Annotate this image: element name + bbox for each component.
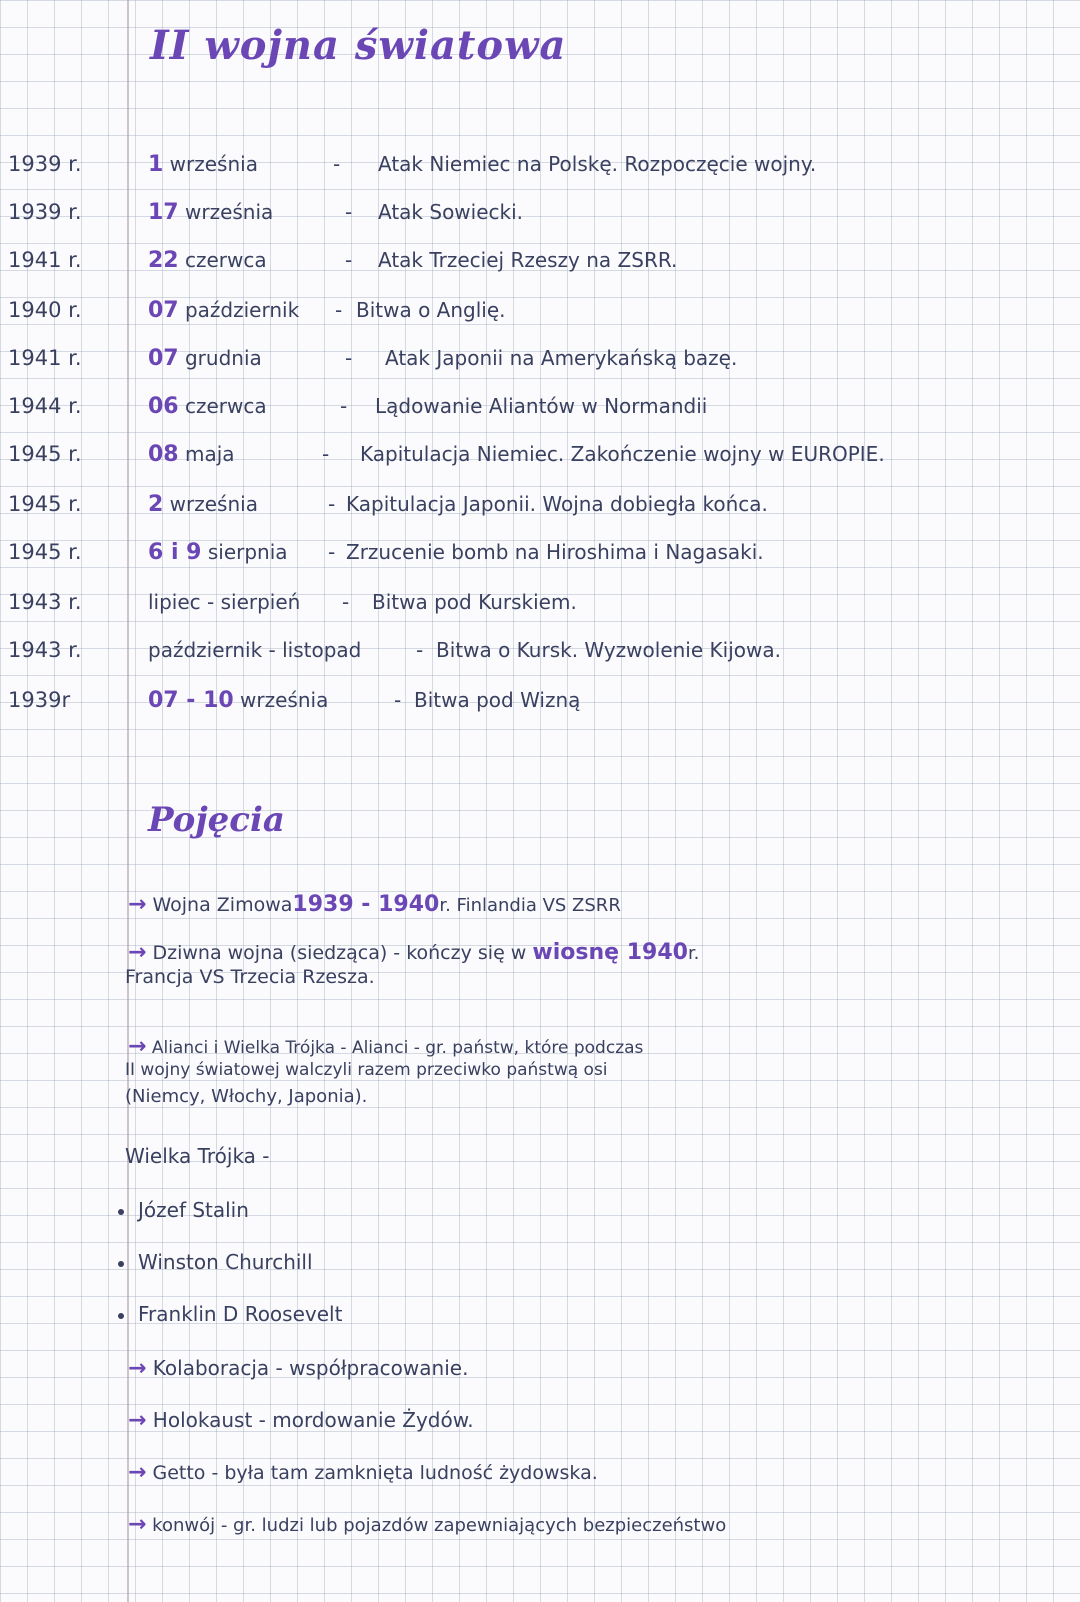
timeline-month: październik - listopad (148, 638, 362, 662)
timeline-month: września (184, 200, 274, 224)
timeline-event: Atak Sowiecki. (378, 200, 524, 224)
term-collaboration (128, 1356, 468, 1381)
term-line: (Niemcy, Włochy, Japonia). (125, 1086, 368, 1107)
timeline-dash: - (333, 152, 341, 176)
timeline-month: sierpnia (207, 540, 288, 564)
term-line: Francja VS Trzecia Rzesza. (125, 966, 375, 988)
timeline-dash: - (322, 442, 330, 466)
section-title-concepts: Pojęcia (148, 800, 285, 840)
timeline-row (0, 588, 1080, 622)
timeline-day: 6 i 9 (148, 540, 202, 565)
timeline-dash: - (345, 200, 353, 224)
timeline-date (148, 152, 258, 177)
timeline-month: września (169, 492, 258, 516)
arrow-icon: → (128, 1408, 147, 1433)
bullet-icon (118, 1209, 124, 1215)
timeline-year: 1941 r. (8, 248, 82, 272)
timeline-event: Lądowanie Aliantów w Normandii (375, 394, 708, 418)
timeline-year: 1940 r. (8, 298, 82, 322)
timeline-row (0, 150, 1080, 184)
term-label: Alianci i Wielka Trójka - Alianci - gr. państw, które podczas (151, 1038, 644, 1058)
list-item (118, 1302, 342, 1326)
timeline-date (148, 248, 267, 273)
timeline-month: czerwca (184, 248, 267, 272)
timeline-day: 06 (148, 394, 179, 419)
list-item (118, 1250, 313, 1274)
term-allies (128, 1034, 643, 1059)
timeline-row (0, 538, 1080, 572)
list-item (118, 1198, 249, 1222)
timeline-day: 17 (148, 200, 179, 225)
term-label: konwój - gr. ludzi lub pojazdów zapewniających bezpieczeństwo (152, 1515, 727, 1536)
timeline-event: Atak Niemiec na Polskę. Rozpoczęcie wojny. (378, 152, 817, 176)
timeline-event: Atak Japonii na Amerykańską bazę. (385, 346, 738, 370)
timeline-row (0, 246, 1080, 280)
term-label: Getto - była tam zamknięta ludność żydowska. (152, 1462, 598, 1484)
timeline-dash: - (345, 346, 353, 370)
term-phoney-war (128, 940, 699, 965)
term-suffix: r. (687, 943, 700, 964)
timeline-day: 22 (148, 248, 179, 273)
page-title: II wojna światowa (150, 22, 567, 69)
timeline-date (148, 442, 235, 467)
timeline-date (148, 590, 300, 614)
timeline-event: Kapitulacja Japonii. Wojna dobiegła końca. (346, 492, 768, 516)
arrow-icon: → (128, 892, 147, 917)
timeline-month: września (240, 688, 329, 712)
term-suffix: r. Finlandia VS ZSRR (439, 895, 621, 916)
term-label: Dziwna wojna (siedząca) - kończy się w (152, 942, 527, 964)
timeline-row (0, 296, 1080, 330)
timeline-year: 1945 r. (8, 442, 82, 466)
timeline-date (148, 298, 299, 323)
timeline-date (148, 492, 258, 517)
timeline-day: 1 (148, 152, 164, 177)
timeline-day: 2 (148, 492, 164, 517)
timeline-year: 1939 r. (8, 152, 82, 176)
timeline-day: 07 (148, 346, 179, 371)
timeline-row (0, 636, 1080, 670)
timeline-year: 1945 r. (8, 492, 82, 516)
term-convoy (128, 1512, 726, 1537)
timeline-event: Bitwa o Kursk. Wyzwolenie Kijowa. (436, 638, 781, 662)
timeline-dash: - (394, 688, 402, 712)
timeline-dash: - (328, 540, 336, 564)
term-label: Kolaboracja - współpracowanie. (152, 1356, 469, 1380)
timeline-event: Kapitulacja Niemiec. Zakończenie wojny w EUROPIE. (360, 442, 885, 466)
timeline-row (0, 490, 1080, 524)
timeline-row (0, 392, 1080, 426)
term-ghetto (128, 1460, 598, 1485)
timeline-month: październik (184, 298, 300, 322)
timeline-row (0, 440, 1080, 474)
timeline-date (148, 638, 361, 662)
timeline-dash: - (342, 590, 350, 614)
bullet-icon (118, 1261, 124, 1267)
timeline-year: 1943 r. (8, 590, 82, 614)
arrow-icon: → (128, 1460, 147, 1485)
arrow-icon: → (128, 1512, 147, 1537)
timeline-month: lipiec - sierpień (148, 590, 301, 614)
timeline-dash: - (328, 492, 336, 516)
arrow-icon: → (128, 1356, 147, 1381)
timeline-year: 1941 r. (8, 346, 82, 370)
timeline-dash: - (416, 638, 424, 662)
timeline-date (148, 346, 262, 371)
timeline-month: września (169, 152, 258, 176)
timeline-date (148, 394, 267, 419)
term-label: Holokaust - mordowanie Żydów. (152, 1408, 474, 1432)
timeline-month: grudnia (184, 346, 262, 370)
timeline-year: 1939r (8, 688, 71, 712)
term-years: 1939 - 1940 (292, 892, 440, 917)
timeline-year: 1939 r. (8, 200, 82, 224)
term-holocaust (128, 1408, 474, 1433)
timeline-year: 1944 r. (8, 394, 82, 418)
timeline-day: 08 (148, 442, 179, 467)
timeline-date (148, 200, 273, 225)
timeline-event: Zrzucenie bomb na Hiroshima i Nagasaki. (346, 540, 764, 564)
term-highlight: wiosnę 1940 (532, 940, 688, 965)
term-winter-war (128, 892, 621, 917)
timeline-dash: - (345, 248, 353, 272)
timeline-event: Atak Trzeciej Rzeszy na ZSRR. (378, 248, 678, 272)
big-three-heading: Wielka Trójka - (125, 1144, 270, 1168)
timeline-dash: - (340, 394, 348, 418)
timeline-year: 1943 r. (8, 638, 82, 662)
list-item-label: Franklin D Roosevelt (138, 1302, 343, 1326)
timeline-event: Bitwa pod Kurskiem. (372, 590, 577, 614)
timeline-event: Bitwa o Anglię. (356, 298, 506, 322)
bullet-icon (118, 1313, 124, 1319)
timeline-day: 07 - 10 (148, 688, 234, 713)
timeline-day: 07 (148, 298, 179, 323)
timeline-event: Bitwa pod Wizną (414, 688, 581, 712)
list-item-label: Józef Stalin (138, 1198, 249, 1222)
timeline-date (148, 540, 288, 565)
timeline-month: maja (184, 442, 235, 466)
timeline-date (148, 688, 328, 713)
timeline-row (0, 344, 1080, 378)
timeline-dash: - (335, 298, 343, 322)
timeline-row (0, 198, 1080, 232)
arrow-icon: → (128, 940, 147, 965)
list-item-label: Winston Churchill (138, 1250, 313, 1274)
arrow-icon: → (128, 1034, 147, 1059)
timeline-year: 1945 r. (8, 540, 82, 564)
term-line: II wojny światowej walczyli razem przeciwko państwą osi (125, 1060, 608, 1080)
timeline-month: czerwca (184, 394, 267, 418)
term-label: Wojna Zimowa (152, 894, 293, 916)
timeline-row (0, 686, 1080, 720)
